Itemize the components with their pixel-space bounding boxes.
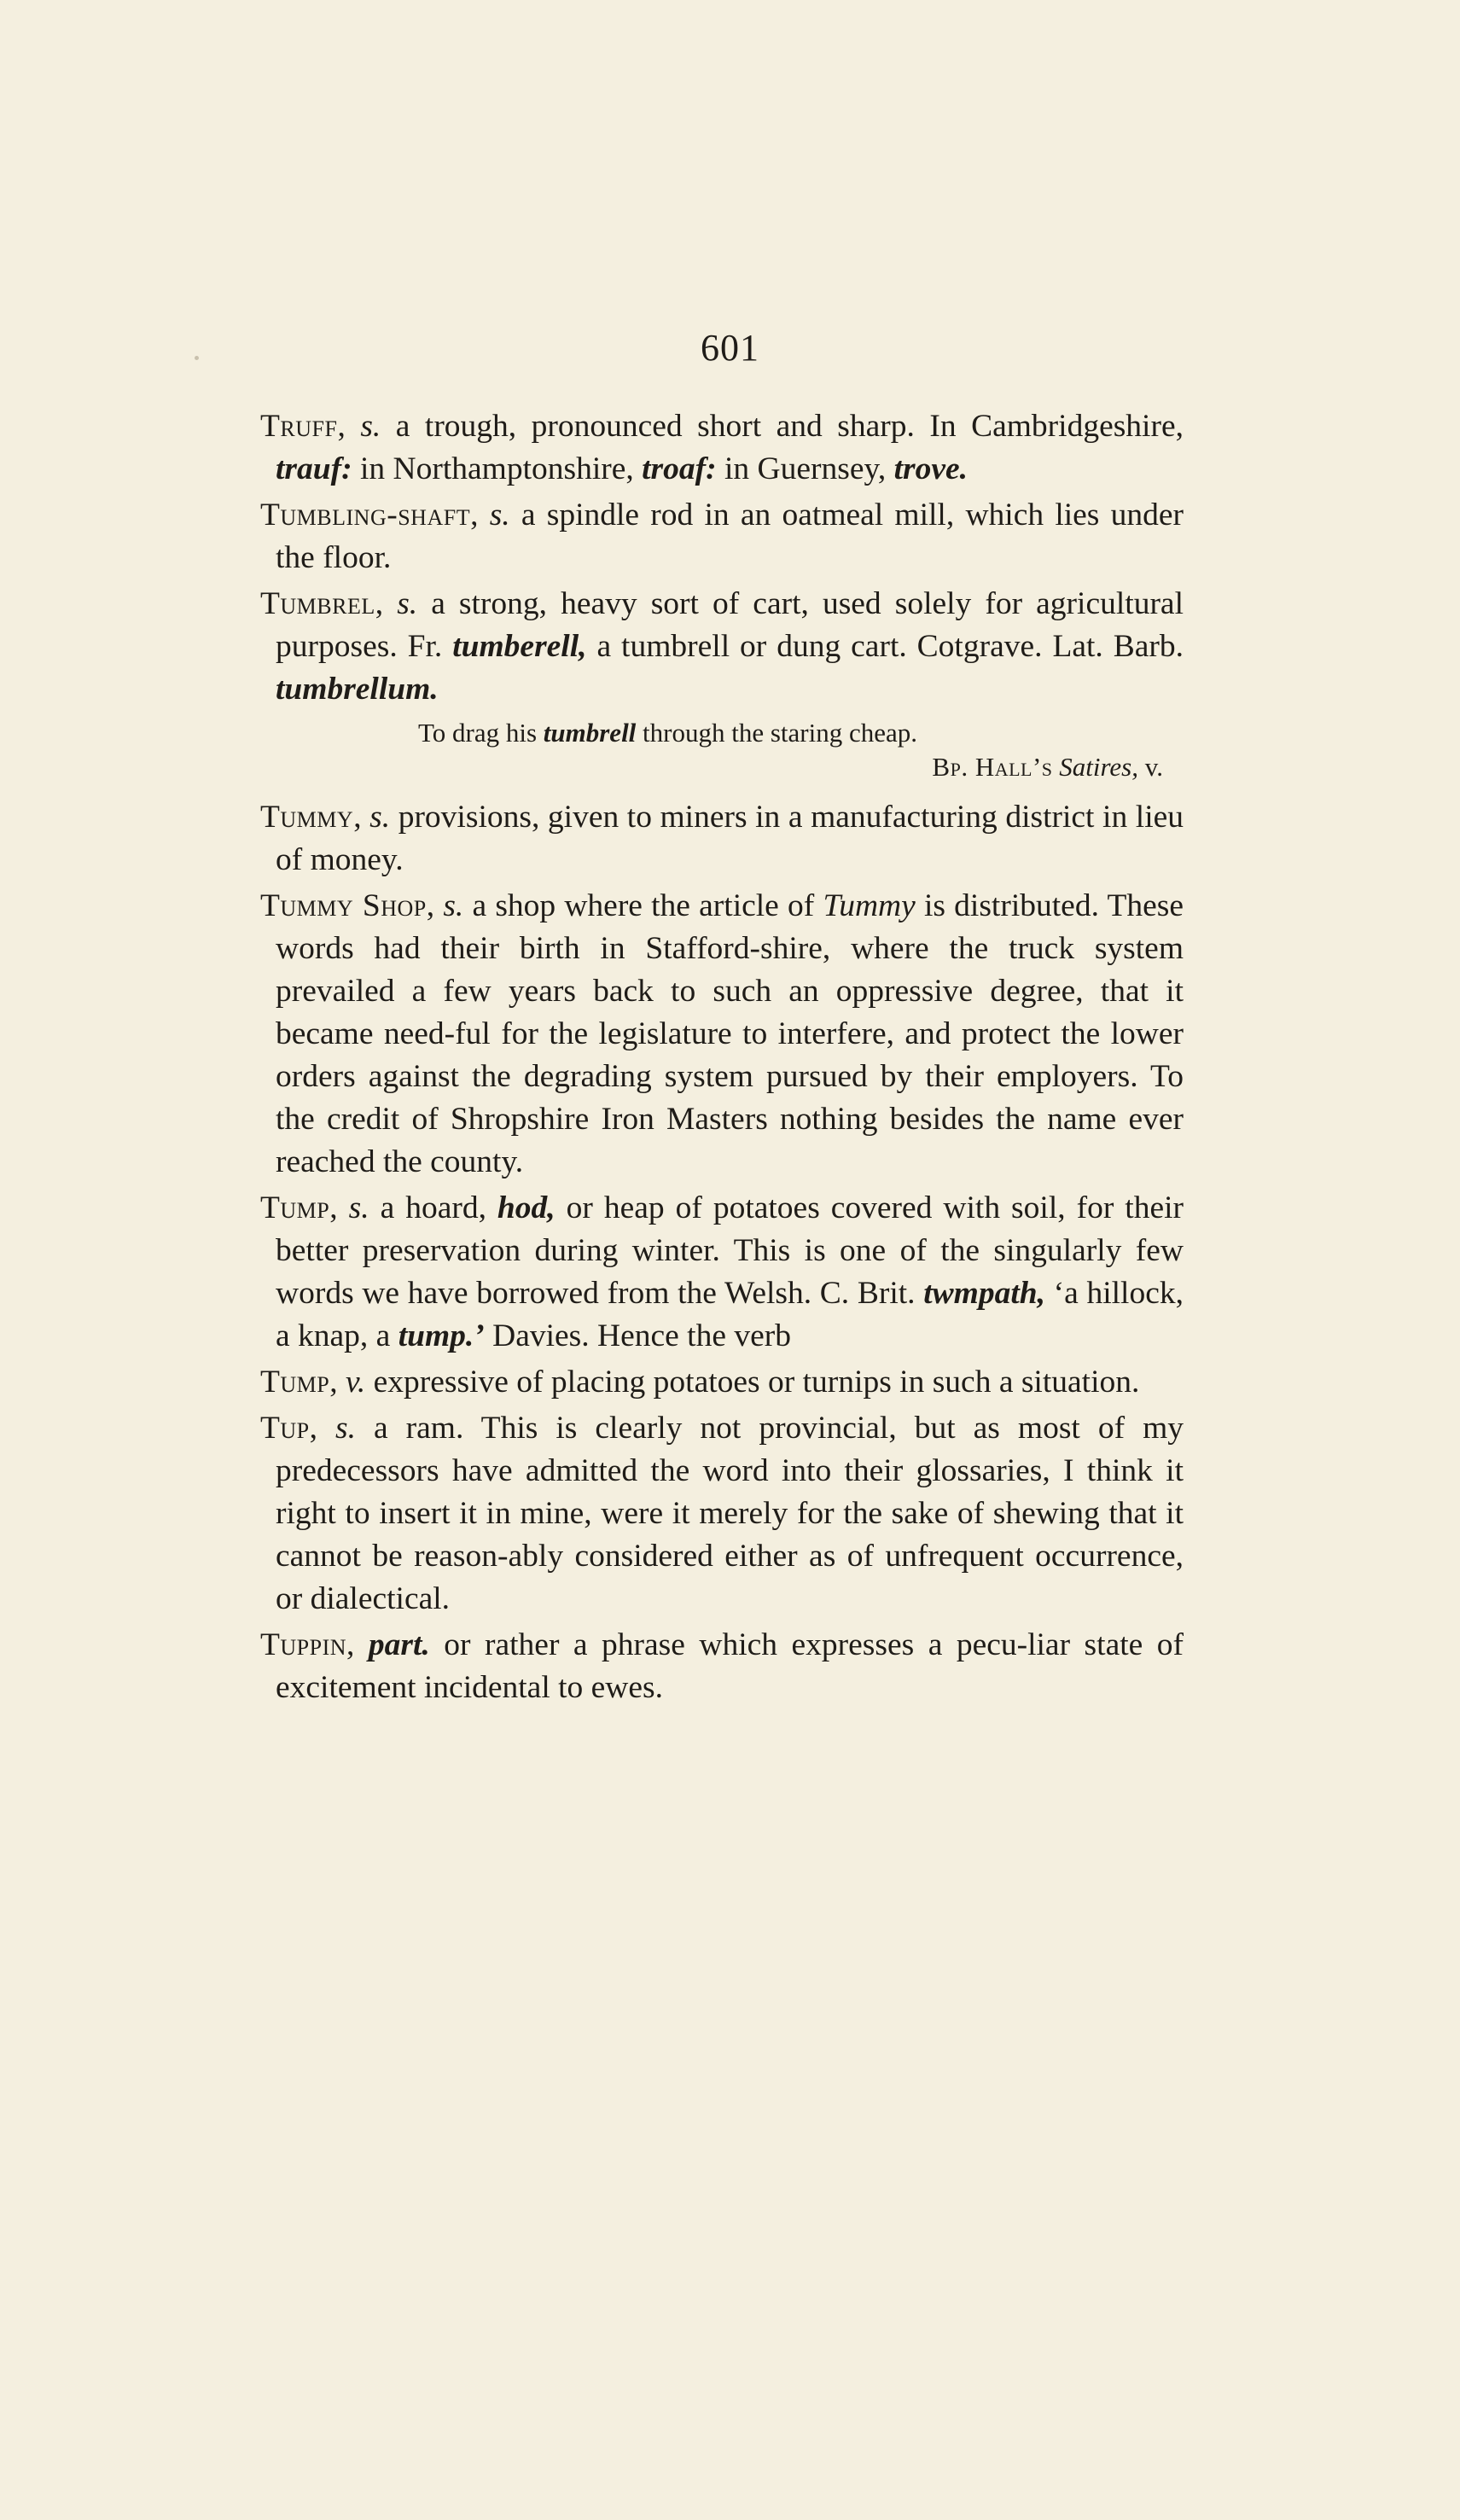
part-of-speech: s.	[397, 586, 418, 621]
definition: expressive of placing potatoes or turnips in such a situation.	[365, 1365, 1140, 1400]
entry-tup: Tup, s. a ram. This is clearly not provincial, but as most of my predecessors have admitted the word into their glossaries, I think it right to insert it in mine, were it merely for the sake of shewing that it cannot be reason-ably considered either as of unfrequent occurrence, or dialectical.	[260, 1411, 1184, 1616]
headword: Tump	[260, 1190, 330, 1225]
part-of-speech: s.	[348, 1190, 369, 1225]
quotation-text: To drag his tumbrell through the staring cheap.	[418, 718, 918, 748]
headword: Tummy Shop	[260, 888, 427, 923]
definition: a spindle rod in an oatmeal mill, which lies under the floor.	[276, 498, 1184, 575]
part-of-speech: v.	[346, 1365, 366, 1400]
definition: a shop where the article of	[463, 888, 823, 923]
entry-tumbling-shaft: Tumbling-shaft, s. a spindle rod in an oatmeal mill, which lies under the floor.	[260, 498, 1184, 575]
definition: a trough, pronounced short and sharp. In Cambridgeshire,	[381, 409, 1184, 444]
headword: Tup	[260, 1411, 310, 1446]
cognate-form: tumberell,	[452, 629, 587, 664]
definition: or rather a phrase which expresses a pecu-liar state of excitement incidental to ewes.	[276, 1627, 1184, 1705]
page-number: 601	[701, 327, 759, 369]
headword: Tumbling-shaft	[260, 498, 471, 533]
italic-term: hod,	[497, 1190, 555, 1225]
entry-tump-noun: Tump, s. a hoard, hod, or heap of potatoes covered with soil, for their better preservation during winter. This is one of the singularly few words we have borrowed from the Welsh. C. Brit. twmpath, ‘a hillock, a knap, a tump.’ Davies. Hence the verb	[260, 1190, 1184, 1353]
entry-tummy: Tummy, s. provisions, given to miners in a manufacturing district in lieu of money.	[260, 800, 1184, 877]
quotation	[260, 716, 1184, 784]
definition: a ram. This is clearly not provincial, but as most of my predecessors have admitted the word into their glossaries, I think it right to insert it in mine, were it merely for the sake of shewing that it cannot be reason-ably considered either as of unfrequent occurrence, or dialectical.	[276, 1411, 1184, 1616]
quotation-source: Bp. Hall’s Satires, v.	[932, 752, 1163, 782]
part-of-speech: s.	[489, 498, 510, 533]
part-of-speech: s.	[443, 888, 464, 923]
entry-truff: Truff, s. a trough, pronounced short and sharp. In Cambridgeshire, trauf: in Northamptonshire, troaf: in Guernsey, trove.	[260, 409, 1184, 486]
entry-tump-verb: Tump, v. expressive of placing potatoes or turnips in such a situation.	[260, 1365, 1140, 1400]
glossary-column	[260, 405, 1184, 1713]
headword: Tumbrel	[260, 586, 375, 621]
variant-form: troaf:	[642, 451, 717, 486]
headword: Truff	[260, 409, 338, 444]
definition: a hoard,	[369, 1190, 497, 1225]
entry-tumbrel: Tumbrel, s. a strong, heavy sort of cart, used solely for agricultural purposes. Fr. tumberell, a tumbrell or dung cart. Cotgrave. Lat. Barb. tumbrellum.	[260, 586, 1184, 707]
entry-tuppin: Tuppin, part. or rather a phrase which expresses a pecu-liar state of excitement incidental to ewes.	[260, 1627, 1184, 1705]
headword: Tump	[260, 1365, 330, 1400]
entry-tummy-shop: Tummy Shop, s. a shop where the article of Tummy is distributed. These words had their birth in Stafford-shire, where the truck system prevailed a few years back to such an oppressive degree, that it became need-ful for the legislature to interfere, and protect the lower orders against the degrading system pursued by their employers. To the credit of Shropshire Iron Masters nothing besides the name ever reached the county.	[260, 888, 1184, 1179]
part-of-speech: s.	[369, 800, 391, 835]
italic-term: tump.’	[398, 1318, 485, 1353]
definition: a strong, heavy sort of cart, used solely for agricultural purposes. Fr.	[276, 586, 1184, 664]
variant-form: trove.	[893, 451, 968, 486]
italic-term: Tummy	[823, 888, 916, 923]
headword: Tuppin	[260, 1627, 347, 1662]
part-of-speech: s.	[360, 409, 381, 444]
cognate-form: tumbrellum.	[276, 672, 439, 707]
part-of-speech: part.	[368, 1627, 430, 1662]
part-of-speech: s.	[335, 1411, 357, 1446]
cognate-form: twmpath,	[923, 1276, 1045, 1311]
definition: provisions, given to miners in a manufacturing district in lieu of money.	[276, 800, 1184, 877]
headword: Tummy	[260, 800, 354, 835]
variant-form: trauf:	[276, 451, 352, 486]
